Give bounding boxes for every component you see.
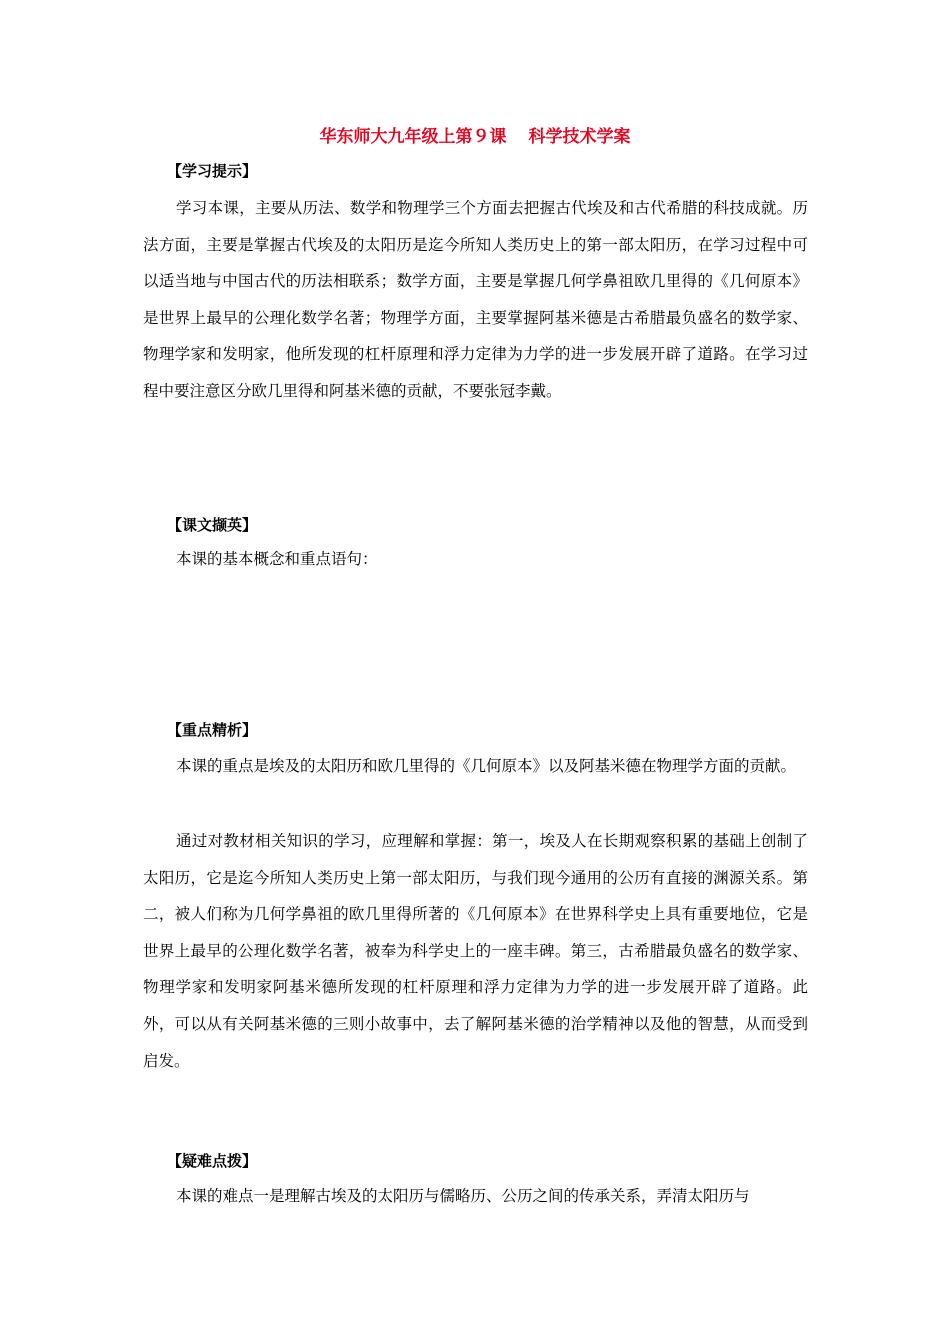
section-heading-text-highlights: 【课文撷英】 [167,516,258,534]
text-highlights-paragraph: 本课的基本概念和重点语句： [176,550,378,568]
title-part-2: 科学技术学案 [528,127,631,147]
title-part-1: 华东师大九年级上第９课 [319,127,507,147]
section-heading-difficulty-tips: 【疑难点拨】 [167,1152,258,1170]
section-heading-study-tips: 【学习提示】 [167,162,258,180]
key-analysis-paragraph-2: 通过对教材相关知识的学习，应理解和掌握：第一，埃及人在长期观察积累的基础上创制了太阳历，它是迄今所知人类历史上第一部太阳历，与我们现今通用的公历有直接的渊源关系。第二，被人们称为几何学鼻祖的欧几里得所著的《几何原本》在世界科学史上具有重要地位，它是世界上最早的公理化数学名著，被奉为科学史上的一座丰碑。第三，古希腊最负盛名的数学家、物理学家和发明家阿基米德所发现的杠杆原理和浮力定律为力学的进一步发展开辟了道路。此外，可以从有关阿基米德的三则小故事中，去了解阿基米德的治学精神以及他的智慧，从而受到启发。 [143,832,808,1070]
document-title [0,124,950,150]
key-analysis-paragraph-1: 本课的重点是埃及的太阳历和欧几里得的《几何原本》以及阿基米德在物理学方面的贡献。 [176,757,797,775]
study-tips-paragraph: 学习本课，主要从历法、数学和物理学三个方面去把握古代埃及和古代希腊的科技成就。历法方面，主要是掌握古代埃及的太阳历是迄今所知人类历史上的第一部太阳历，在学习过程中可以适当地与中国古代的历法相联系；数学方面，主要是掌握几何学鼻祖欧几里得的《几何原本》是世界上最早的公理化数学名著；物理学方面，主要掌握阿基米德是古希腊最负盛名的数学家、物理学家和发明家，他所发现的杠杆原理和浮力定律为力学的进一步发展开辟了道路。在学习过程中要注意区分欧几里得和阿基米德的贡献，不要张冠李戴。 [143,199,808,400]
section-heading-key-analysis: 【重点精析】 [167,721,258,739]
difficulty-tips-paragraph: 本课的难点一是理解古埃及的太阳历与儒略历、公历之间的传承关系，弄清太阳历与 [176,1187,750,1205]
